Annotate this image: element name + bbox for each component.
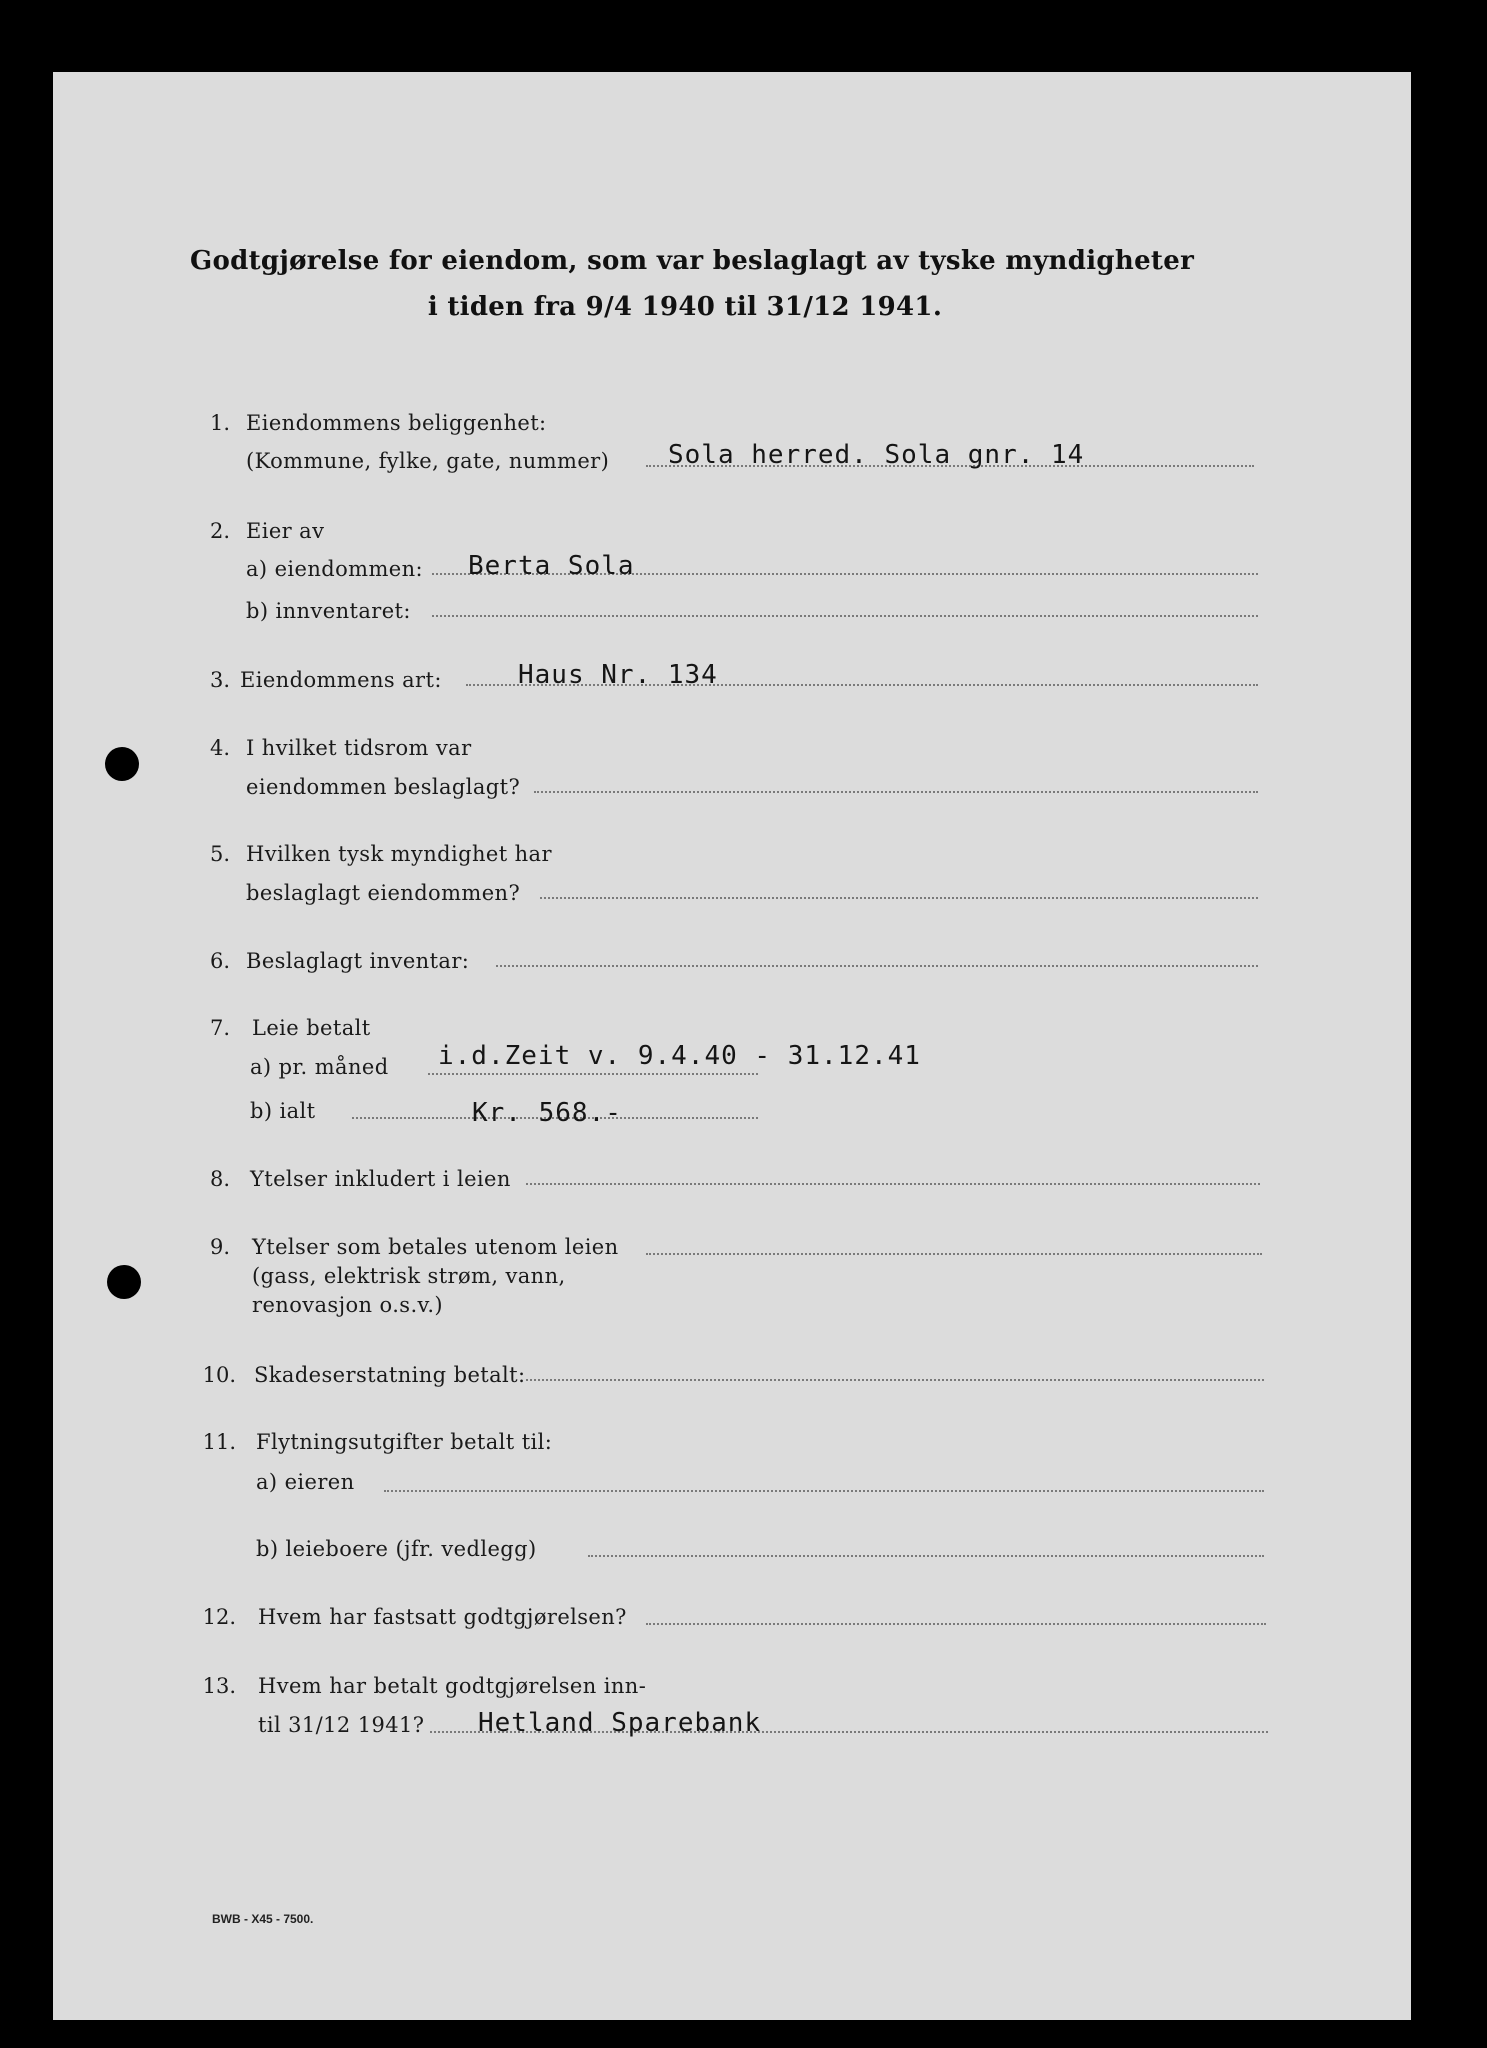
q8-label: Ytelser inkludert i leien — [250, 1167, 511, 1191]
q1-answer: Sola herred. Sola gnr. 14 — [668, 440, 1085, 470]
title-line-1: Godtgjørelse for eiendom, som var beslaglagt av tyske myndigheter — [190, 246, 1195, 276]
q2b-answer-line — [432, 615, 1258, 617]
q10-label: Skadeserstatning betalt: — [254, 1363, 526, 1387]
punch-hole — [105, 747, 139, 781]
q4-answer-line — [534, 791, 1258, 793]
q11b-label: b) leieboere (jfr. vedlegg) — [256, 1537, 537, 1561]
item-number: 1. — [209, 411, 230, 435]
q9-label: Ytelser som betales utenom leien — [252, 1235, 619, 1259]
q11a-answer-line — [384, 1490, 1264, 1492]
q12-answer-line — [646, 1623, 1266, 1625]
q3-answer: Haus Nr. 134 — [518, 660, 718, 690]
item-number: 11. — [202, 1430, 236, 1454]
q7b-label: b) ialt — [250, 1099, 316, 1123]
q7a-answer: i.d.Zeit v. 9.4.40 - 31.12.41 — [438, 1041, 921, 1071]
q13-sublabel: til 31/12 1941? — [258, 1713, 425, 1737]
title-line-2: i tiden fra 9/4 1940 til 31/12 1941. — [427, 292, 943, 322]
form-title — [190, 238, 1195, 330]
q11a-label: a) eieren — [256, 1470, 355, 1494]
item-number: 7. — [209, 1016, 230, 1040]
q8-answer-line — [526, 1183, 1260, 1185]
q3-label: Eiendommens art: — [240, 668, 442, 692]
q13-answer: Hetland Sparebank — [478, 1708, 762, 1738]
q6-label: Beslaglagt inventar: — [246, 949, 470, 973]
item-number: 13. — [202, 1674, 236, 1698]
form-code: BWB - X45 - 7500. — [212, 1912, 314, 1926]
punch-hole — [107, 1265, 141, 1299]
q1-sublabel: (Kommune, fylke, gate, nummer) — [246, 449, 610, 473]
q5-label: Hvilken tysk myndighet har — [246, 842, 552, 866]
q7-label: Leie betalt — [252, 1016, 371, 1040]
item-number: 3. — [209, 668, 230, 692]
q5-sublabel: beslaglagt eiendommen? — [246, 881, 521, 905]
q7a-label: a) pr. måned — [250, 1055, 389, 1079]
q5-answer-line — [540, 897, 1258, 899]
q2-label: Eier av — [246, 519, 325, 543]
q2a-label: a) eiendommen: — [246, 557, 424, 581]
q11-label: Flytningsutgifter betalt til: — [256, 1430, 553, 1454]
q12-label: Hvem har fastsatt godtgjørelsen? — [258, 1605, 627, 1629]
q6-answer-line — [496, 965, 1258, 967]
q9-answer-line — [646, 1253, 1262, 1255]
q9-sublabel: (gass, elektrisk strøm, vann, — [252, 1264, 566, 1288]
item-number: 4. — [209, 736, 230, 760]
item-number: 8. — [209, 1167, 230, 1191]
q1-label: Eiendommens beliggenhet: — [246, 411, 547, 435]
q7b-answer: Kr. 568.- — [472, 1098, 622, 1128]
q7a-answer-line — [428, 1073, 758, 1075]
q4-sublabel: eiendommen beslaglagt? — [246, 775, 521, 799]
q2b-label: b) innventaret: — [246, 599, 411, 623]
item-number: 12. — [202, 1605, 236, 1629]
item-number: 6. — [209, 949, 230, 973]
q11b-answer-line — [588, 1555, 1264, 1557]
item-number: 9. — [209, 1235, 230, 1259]
q10-answer-line — [526, 1379, 1264, 1381]
q4-label: I hvilket tidsrom var — [246, 736, 472, 760]
q9-sublabel: renovasjon o.s.v.) — [252, 1293, 443, 1317]
item-number: 2. — [209, 519, 230, 543]
q13-label: Hvem har betalt godtgjørelsen inn- — [258, 1674, 647, 1698]
item-number: 10. — [202, 1363, 236, 1387]
q2a-answer: Berta Sola — [468, 551, 635, 581]
item-number: 5. — [209, 842, 230, 866]
